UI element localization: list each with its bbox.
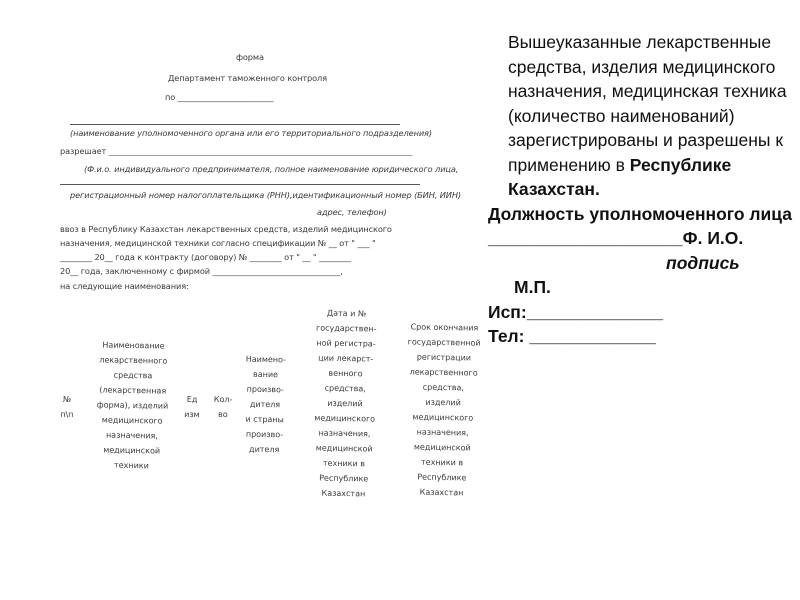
- reg-caption: регистрационный номер налогоплательщика (РНН),идентификационный номер (БИН, ИИН): [70, 190, 461, 200]
- executor-line: Исп:______________: [488, 301, 663, 322]
- column-header: Срок окончания государственной регистрации лекарственного средства, изделий медицинского назначения, медицинской техники в Республике Казахстан: [407, 322, 481, 498]
- permits-line: разрешает ____________________________________________________________________________: [60, 146, 413, 156]
- approval-paragraph-bold: Республике Казахстан.: [508, 154, 732, 199]
- import-line-5: на следующие наименования:: [60, 281, 189, 291]
- column-header: Кол- во: [213, 394, 233, 420]
- form-title: форма: [236, 52, 264, 62]
- department-by: по ________________________: [165, 92, 274, 102]
- column-header: Дата и № государствен- ной регистра- ции лекарст- венного средства, изделий медицинского назначения, медицинской техники в Республике Казахстан: [314, 308, 377, 499]
- stamp-label: М.П.: [514, 277, 551, 297]
- signature-label: подпись: [666, 252, 740, 273]
- divider-line: [60, 184, 420, 185]
- approval-paragraph: [488, 30, 798, 202]
- approval-paragraph-normal: Вышеуказанные лекарственные средства, изделия медицинского назначения, медицинская техника (количество наименований) зарегистрированы и разрешены к применению в: [508, 32, 787, 175]
- import-line-3: ________ 20__ года к контракту (договору) № ________ от " __ " ________: [60, 252, 352, 262]
- department-name: Департамент таможенного контроля: [168, 73, 327, 83]
- fio-caption: (Ф.и.о. индивидуального предпринимателя, полное наименование юридического лица,: [84, 164, 459, 174]
- column-header: Ед изм: [184, 394, 200, 420]
- phone-line: Тел: _____________: [488, 326, 656, 346]
- column-header: № п\п: [60, 394, 74, 420]
- import-line-2: назначения, медицинской техники согласно спецификации № __ от " ___ ": [60, 238, 376, 248]
- approval-text: [488, 30, 798, 349]
- divider-line: [70, 124, 400, 125]
- position-line: Должность уполномоченного лица ____________________Ф. И.О.: [488, 203, 792, 248]
- authority-caption: (наименование уполномоченного органа или его территориального подразделения): [70, 128, 432, 138]
- column-header: Наимено- вание произво- дителя и страны произво- дителя: [245, 354, 286, 455]
- import-line-1: ввоз в Республику Казахстан лекарственных средств, изделий медицинского: [60, 224, 392, 234]
- import-line-4: 20__ года, заключенному с фирмой ________________________________,: [60, 266, 343, 276]
- address-caption: адрес, телефон): [317, 207, 387, 217]
- column-header: Наименование лекарственного средства (лекарственная форма), изделий медицинского назначения, медицинской техники: [96, 340, 169, 471]
